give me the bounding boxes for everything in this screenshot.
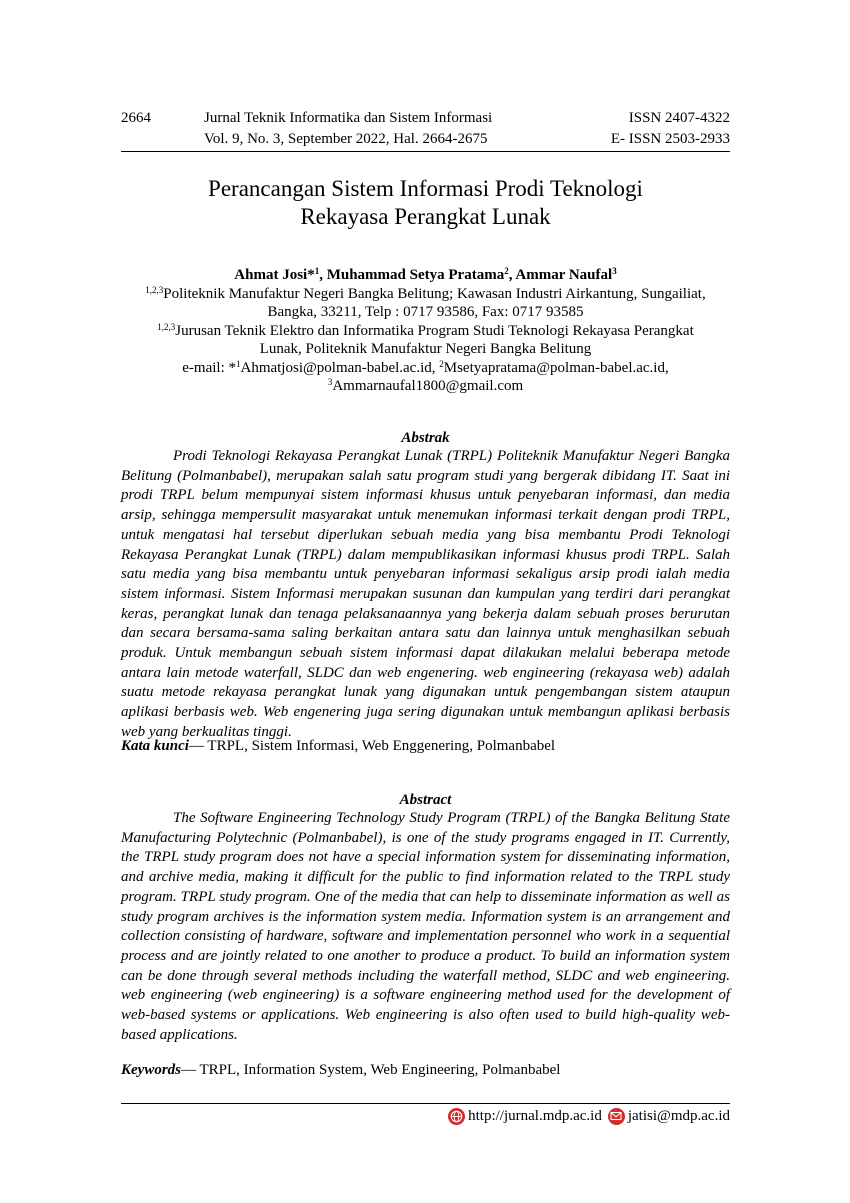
kata-kunci-text: — TRPL, Sistem Informasi, Web Enggenering, Polmanbabel — [188, 738, 556, 754]
page-number: 2664 — [121, 110, 151, 126]
email-sup: 2 — [439, 358, 444, 369]
affiliation-text: Jurusan Teknik Elektro dan Informatika Program Studi Teknologi Rekayasa Perangkat — [175, 322, 694, 339]
email-sup: 3 — [327, 377, 333, 388]
affiliation-2-line-1 — [121, 322, 730, 340]
affiliation-1-line-1 — [121, 285, 730, 303]
author-sep: , — [508, 267, 516, 283]
running-header — [121, 108, 730, 152]
abstract-heading: Abstract — [399, 792, 452, 808]
abstrak-body: Prodi Teknologi Rekayasa Perangkat Lunak (TRPL) Politeknik Manufaktur Negeri Bangka Belitung (Polmanbabel), merupakan salah satu program studi yang bergerak dibidang IT. Saat ini prodi TRPL belum mempunyai sistem informasi khusus untuk penyebaran informasi, dan media arsip, sehingga mempersulit masyarakat untuk menemukan informasi terkait dengan prodi TRPL, untuk mengatasi hal tersebut diperlukan sebuah media yang bisa membantu Prodi Teknologi Rekayasa Perangkat Lunak (TRPL) dalam mempublikasikan informasi khusus prodi TRPL. Salah satu media yang bisa membantu untuk penyebaran informasi sekaligus arsip prodi ialah media sistem informasi. Sistem Informasi merupakan susunan dan kumpulan yang terdiri dari perangkat keras, perangkat lunak dan tenaga pelaksanaannya yang bekerja dalam sebuah proses berurutan dan secara bersama-sama saling berkaitan antara satu dan lainnya untuk menghasilkan sebuah produk. Untuk membangun sebuah sistem informasi dapat dilakukan melalui beberapa metode antara lain metode waterfall, SLDC dan web engenering. web engineering (rekayasa web) adalah suatu metode rekayasa perangkat lunak yang digunakan untuk pengembangan sistem ataupun aplikasi berbasis web. Web engenering juga sering digunakan untuk membangun aplikasi berbasis web yang berkualitas tinggi. — [121, 448, 730, 740]
affiliation-sup: 1,2,3 — [157, 321, 176, 332]
title-line-1: Perancangan Sistem Informasi Prodi Teknologi — [208, 176, 643, 201]
title-line-2: Rekayasa Perangkat Lunak — [300, 204, 551, 229]
keywords-label: Keywords — [121, 1062, 181, 1078]
email-sup: 1 — [235, 358, 241, 369]
kata-kunci — [121, 737, 730, 756]
affiliations — [121, 285, 730, 395]
globe-icon — [448, 1108, 465, 1125]
email-address: Ahmatjosi@polman-babel.ac.id, — [240, 359, 440, 376]
journal-name: Jurnal Teknik Informatika dan Sistem Informasi — [204, 110, 493, 126]
paper-title — [121, 175, 730, 231]
envelope-icon — [608, 1108, 625, 1125]
email-line-1 — [121, 359, 730, 377]
author-list — [121, 265, 730, 285]
footer — [448, 1105, 730, 1127]
author-sup: 1 — [314, 266, 320, 276]
affiliation-text: Politeknik Manufaktur Negeri Bangka Belitung; Kawasan Industri Airkantung, Sungailiat, — [163, 286, 706, 302]
journal-volume: Vol. 9, No. 3, September 2022, Hal. 2664-2675 — [204, 131, 488, 147]
eissn: E- ISSN 2503-2933 — [610, 131, 730, 147]
affiliation-1-line-2: Bangka, 33211, Telp : 0717 93586, Fax: 0717 93585 — [267, 304, 584, 321]
email-address: Ammarnaufal1800@gmail.com — [332, 378, 524, 395]
issn-block — [611, 108, 730, 150]
author-name: Ahmat Josi* — [234, 267, 315, 283]
journal-url-link[interactable]: http://jurnal.mdp.ac.id — [468, 1108, 602, 1124]
journal-info — [204, 108, 492, 150]
keywords — [121, 1061, 730, 1080]
issn: ISSN 2407-4322 — [628, 110, 730, 126]
author-sup: 2 — [504, 266, 509, 276]
footer-rule — [121, 1103, 730, 1104]
affiliation-sup: 1,2,3 — [145, 285, 164, 295]
keywords-text: — TRPL, Information System, Web Engineering, Polmanbabel — [181, 1062, 561, 1078]
author-sep: , — [319, 267, 327, 283]
journal-email-link[interactable]: jatisi@mdp.ac.id — [627, 1108, 730, 1124]
email-prefix: e-mail: * — [182, 359, 236, 376]
author-name: Muhammad Setya Pratama — [326, 267, 505, 283]
abstrak-heading: Abstrak — [401, 430, 450, 446]
abstract-body: The Software Engineering Technology Study Program (TRPL) of the Bangka Belitung State Manufacturing Polytechnic (Polmanbabel), is one of the study programs engaged in IT. Currently, the TRPL study program does not have a special information system for disseminating information, and archive media, making it difficult for the public to find information related to the TRPL study program. TRPL study program. One of the media that can help to disseminate information as well as study program archives is the information system media. Information system is an arrangement and collection consisting of hardware, software and implementation personnel who work in a sequential process and are jointly related to one another to produce a product. To build an information system can be done through several methods including the waterfall method, SLDC and web engineering. web engineering (web engineering) is a software engineering method used for the development of web-based systems or applications. Web engineering is also often used to build high-quality web-based applications. — [121, 810, 730, 1043]
kata-kunci-label: Kata kunci — [121, 738, 189, 754]
email-address: Msetyapratama@polman-babel.ac.id, — [443, 359, 669, 376]
header-rule — [121, 151, 730, 152]
author-name: Ammar Naufal — [515, 267, 613, 283]
email-line-2 — [121, 377, 730, 395]
author-sup: 3 — [612, 266, 617, 276]
affiliation-2-line-2: Lunak, Politeknik Manufaktur Negeri Bangka Belitung — [259, 341, 592, 358]
